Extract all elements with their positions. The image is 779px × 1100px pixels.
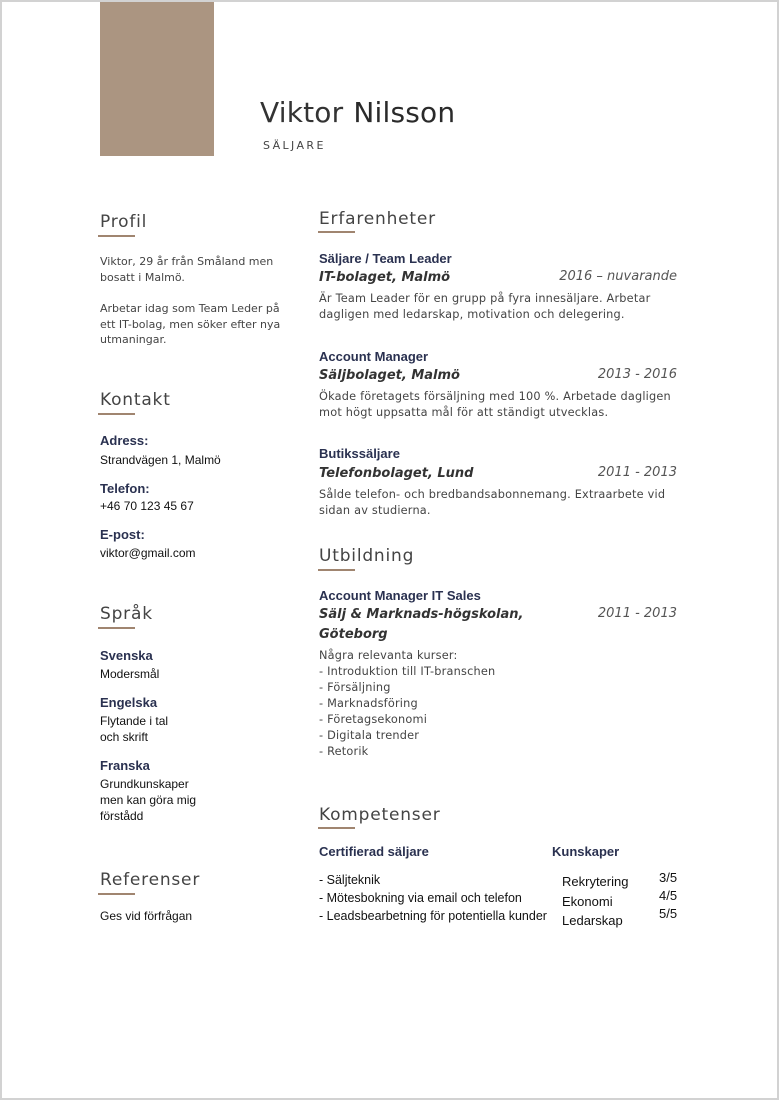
job-dates: 2013 - 2016: [597, 367, 677, 382]
education-courses: [319, 648, 495, 760]
cert-item: - Säljteknik: [319, 873, 381, 887]
education-school: [319, 605, 523, 645]
candidate-name: [260, 96, 455, 129]
email-value: viktor@gmail.com: [100, 546, 196, 560]
job-description: [319, 389, 671, 421]
profile-line: Viktor, 29 år från Småland men: [100, 255, 274, 268]
profile-heading: Profil: [100, 212, 148, 232]
profile-line: Arbetar idag som Team Leder på: [100, 302, 280, 315]
language-level: [100, 713, 168, 745]
languages-heading: Språk: [100, 604, 153, 624]
job-description-line: dagligen med ledarskap, motivation och delegering.: [319, 308, 625, 321]
job-role: SÄLJARE: [263, 139, 326, 152]
job-company: Säljbolaget, Malmö: [319, 368, 460, 383]
last-name: Nilsson: [353, 96, 456, 129]
profile-heading-rule: [98, 235, 135, 237]
profile-line: ett IT-bolag, men söker efter nya: [100, 317, 281, 331]
language-level: [100, 776, 196, 824]
language-level-line: och skrift: [100, 730, 149, 744]
job-dates: 2011 - 2013: [597, 465, 677, 480]
profile-line: bosatt i Malmö.: [100, 270, 185, 284]
language-name: Engelska: [100, 695, 158, 710]
cert-list: [319, 871, 547, 925]
cert-heading: Certifierad säljare: [319, 844, 429, 859]
job-company: Telefonbolaget, Lund: [319, 466, 474, 481]
job-description-line: Sålde telefon- och bredbandsabonnemang. Extraarbete vid: [319, 488, 666, 501]
phone-value: +46 70 123 45 67: [100, 499, 194, 513]
knowledge-names: [562, 872, 628, 931]
contact-heading: Kontakt: [100, 390, 171, 410]
job-description-line: mot högt uppsatta mål för att ständigt utvecklas.: [319, 406, 609, 419]
course-item: - Företagsekonomi: [319, 713, 428, 726]
languages-heading-rule: [98, 627, 135, 629]
language-level-line: men kan göra mig: [100, 793, 197, 807]
knowledge-score: 5/5: [659, 906, 678, 921]
course-item: - Retorik: [319, 745, 369, 758]
language-level-line: Grundkunskaper: [100, 777, 189, 791]
courses-intro: Några relevanta kurser:: [319, 649, 458, 662]
knowledge-scores: [659, 869, 677, 923]
profile-line: utmaningar.: [100, 333, 167, 346]
job-description-line: Är Team Leader för en grupp på fyra innesäljare. Arbetar: [319, 292, 651, 305]
course-item: - Introduktion till IT-branschen: [319, 665, 496, 678]
email-label: E-post:: [100, 527, 145, 542]
address-label: Adress:: [100, 433, 149, 448]
job-description: [319, 291, 650, 323]
language-level-line: förstådd: [100, 809, 144, 823]
experience-heading-rule: [318, 231, 355, 233]
job-title: Account Manager: [319, 349, 429, 364]
experience-heading: Erfarenheter: [319, 209, 436, 229]
references-text: Ges vid förfrågan: [100, 909, 193, 923]
education-heading: Utbildning: [319, 546, 415, 566]
language-level-line: Flytande i tal: [100, 714, 169, 728]
photo-placeholder: [100, 2, 214, 156]
knowledge-name: Ledarskap: [562, 913, 623, 928]
job-description: [319, 487, 665, 519]
job-dates: 2016 – nuvarande: [559, 269, 677, 284]
education-dates: 2011 - 2013: [597, 606, 677, 621]
knowledge-score: 3/5: [659, 870, 678, 885]
skills-heading-rule: [318, 827, 355, 829]
job-description-line: sidan av studierna.: [319, 504, 431, 517]
first-name: Viktor: [260, 96, 344, 129]
skills-heading: Kompetenser: [319, 805, 441, 825]
education-title: Account Manager IT Sales: [319, 588, 481, 603]
course-item: - Digitala trender: [319, 729, 420, 742]
cert-item: - Leadsbearbetning för potentiella kunder: [319, 909, 547, 923]
course-item: - Försäljning: [319, 681, 391, 694]
language-level: Modersmål: [100, 667, 160, 681]
job-title: Säljare / Team Leader: [319, 251, 452, 266]
phone-label: Telefon:: [100, 481, 150, 496]
course-item: - Marknadsföring: [319, 697, 418, 710]
contact-heading-rule: [98, 413, 135, 415]
education-school-line: Sälj & Marknads-högskolan,: [319, 607, 524, 622]
address-value: Strandvägen 1, Malmö: [100, 453, 221, 467]
cert-item: - Mötesbokning via email och telefon: [319, 891, 522, 905]
education-heading-rule: [318, 569, 355, 571]
profile-text: [100, 254, 280, 348]
education-school-line: Göteborg: [319, 627, 388, 642]
knowledge-heading: Kunskaper: [552, 844, 620, 859]
references-heading-rule: [98, 893, 135, 895]
language-name: Svenska: [100, 648, 153, 663]
language-name: Franska: [100, 758, 150, 773]
knowledge-name: Rekrytering: [562, 874, 629, 889]
job-company: IT-bolaget, Malmö: [319, 270, 451, 285]
job-description-line: Ökade företagets försäljning med 100 %. Arbetade dagligen: [319, 390, 671, 403]
references-heading: Referenser: [100, 870, 201, 890]
job-title: Butikssäljare: [319, 446, 400, 461]
knowledge-name: Ekonomi: [562, 893, 613, 909]
knowledge-score: 4/5: [659, 888, 678, 903]
